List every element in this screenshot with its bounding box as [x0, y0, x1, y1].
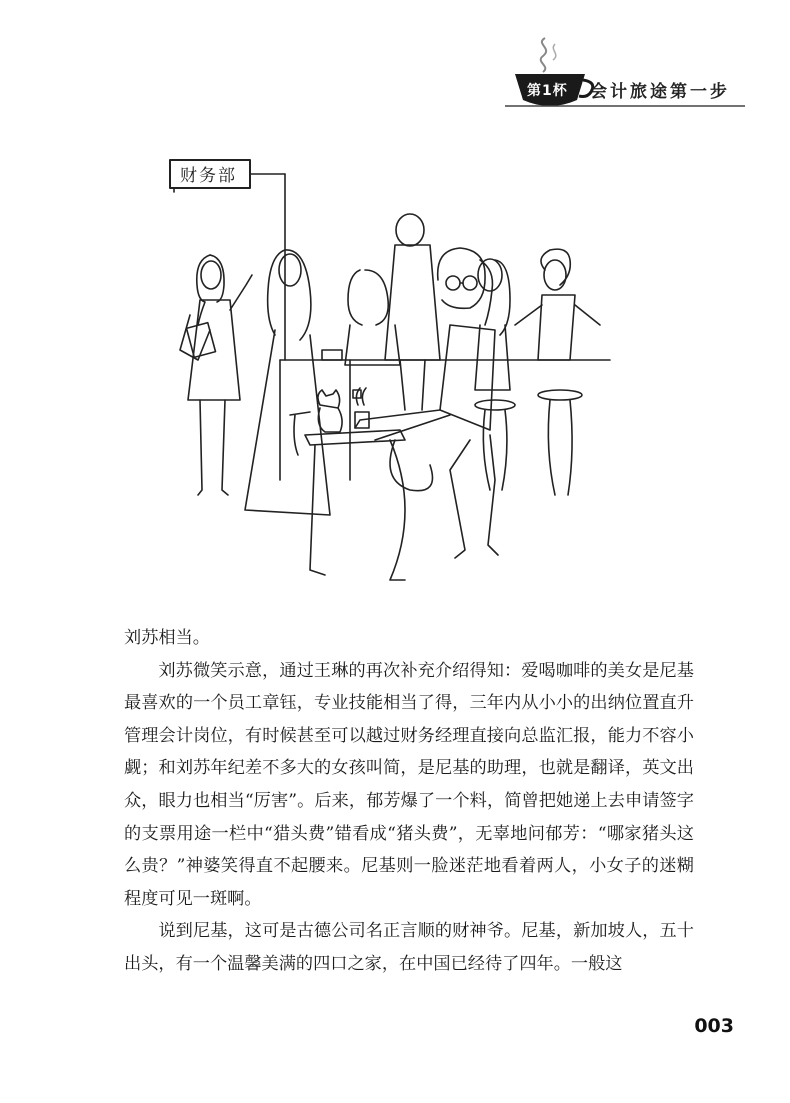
chapter-label: 第1杯 — [527, 83, 568, 99]
woman-with-folder — [180, 255, 252, 495]
desk — [290, 388, 433, 580]
body-text — [124, 622, 694, 981]
chapter-title: 会计旅途第一步 — [590, 82, 730, 102]
paragraph: 说到尼基，这可是古德公司名正言顺的财神爷。尼基，新加坡人，五十出头，有一个温馨美满的四口之家，在中国已经待了四年。一般这 — [124, 921, 694, 974]
man-gesturing — [515, 249, 600, 360]
page-number: 003 — [694, 1015, 734, 1037]
tall-man — [385, 214, 440, 410]
paragraph: 刘苏相当。 — [124, 628, 210, 648]
office-illustration — [150, 150, 630, 590]
department-sign-text: 财务部 — [180, 166, 237, 186]
woman-long-dress — [245, 250, 330, 515]
paragraph: 刘苏微笑示意，通过王琳的再次补充介绍得知：爱喝咖啡的美女是尼基最喜欢的一个员工章钰，专业技能相当了得，三年内从小小的出纳位置直升管理会计岗位，有时候甚至可以越过财务经理直接向总监汇报，能力不容小觑；和刘苏年纪差不多大的女孩叫简，是尼基的助理，也就是翻译，英文出众，眼力也相当“厉害”。后来，郁芳爆了一个料，简曾把她递上去申请签字的支票用途一栏中“猎头费”错看成“猪头费”，无辜地问郁芳：“哪家猪头这么贵？”神婆笑得直不起腰来。尼基则一脸迷茫地看着两人，小女子的迷糊程度可见一斑啊。 — [124, 660, 694, 909]
running-header — [505, 30, 755, 110]
